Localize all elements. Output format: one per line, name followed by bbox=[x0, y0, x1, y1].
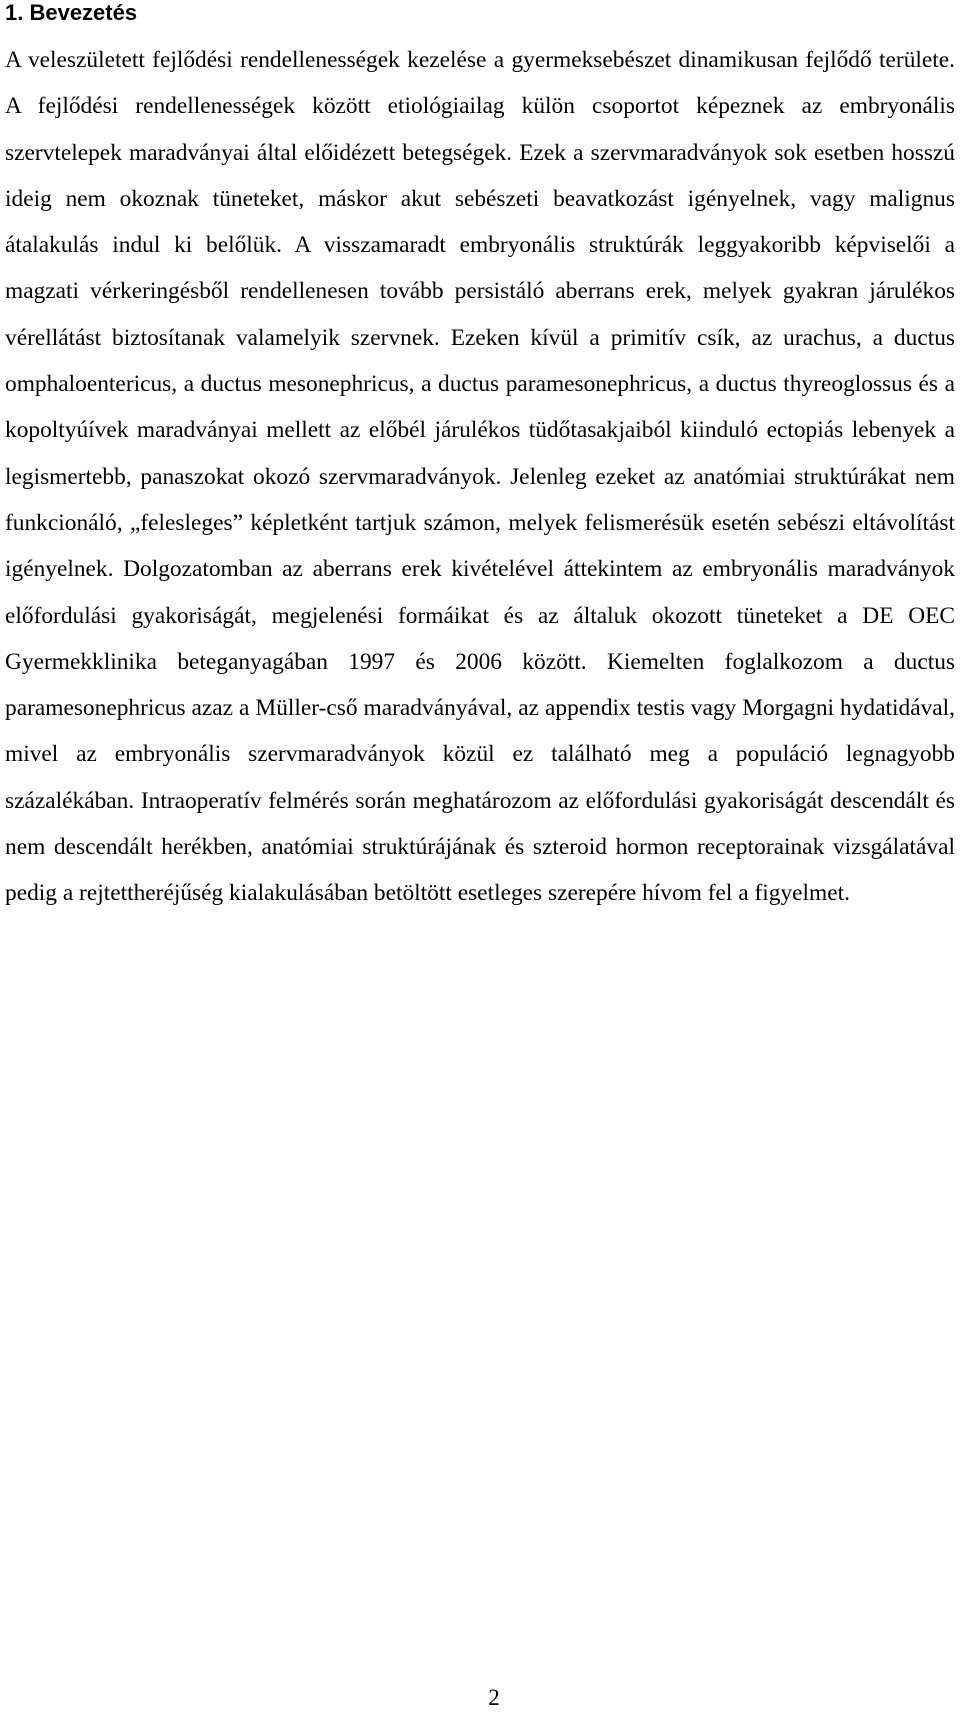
section-heading: 1. Bevezetés bbox=[5, 0, 138, 25]
introduction-paragraph: A veleszületett fejlődési rendellenességek kezelése a gyermeksebészet dinamikusan fejlődő területe. A fejlődési rendellenességek között etiológiailag külön csoportot képeznek az embryonális szervtelepek maradványai által előidézett betegségek. Ezek a szervmaradványok sok esetben hosszú ideig nem okoznak tüneteket, máskor akut sebészeti beavatkozást igényelnek, vagy malignus átalakulás indul ki belőlük. A visszamaradt embryonális struktúrák leggyakoribb képviselői a magzati vérkeringésből rendellenesen tovább persistáló aberrans erek, melyek gyakran járulékos vérellátást biztosítanak valamelyik szervnek. Ezeken kívül a primitív csík, az urachus, a ductus omphaloentericus, a ductus mesonephricus, a ductus paramesonephricus, a ductus thyreoglossus és a kopoltyúívek maradványai mellett az előbél járulékos tüdőtasakjaiból kiinduló ectopiás lebenyek a legismertebb, panaszokat okozó szervmaradványok. Jelenleg ezeket az anatómiai struktúrákat nem funkcionáló, „felesleges” képletként tartjuk számon, melyek felismerésük esetén sebészi eltávolítást igényelnek. Dolgozatomban az aberrans erek kivételével áttekintem az embryonális maradványok előfordulási gyakoriságát, megjelenési formáikat és az általuk okozott tüneteket a DE OEC Gyermekklinika beteganyagában 1997 és 2006 között. Kiemelten foglalkozom a ductus paramesonephricus azaz a Müller-cső maradványával, az appendix testis vagy Morgagni hydatidával, mivel az embryonális szervmaradványok közül ez található meg a populáció legnagyobb százalékában. Intraoperatív felmérés során meghatározom az előfordulási gyakoriságát descendált és nem descendált herékben, anatómiai struktúrájának és szteroid hormon receptorainak vizsgálatával pedig a rejtettheréjűség kialakulásában betöltött esetleges szerepére hívom fel a figyelmet. bbox=[5, 47, 955, 907]
page-number: 2 bbox=[488, 1685, 500, 1710]
